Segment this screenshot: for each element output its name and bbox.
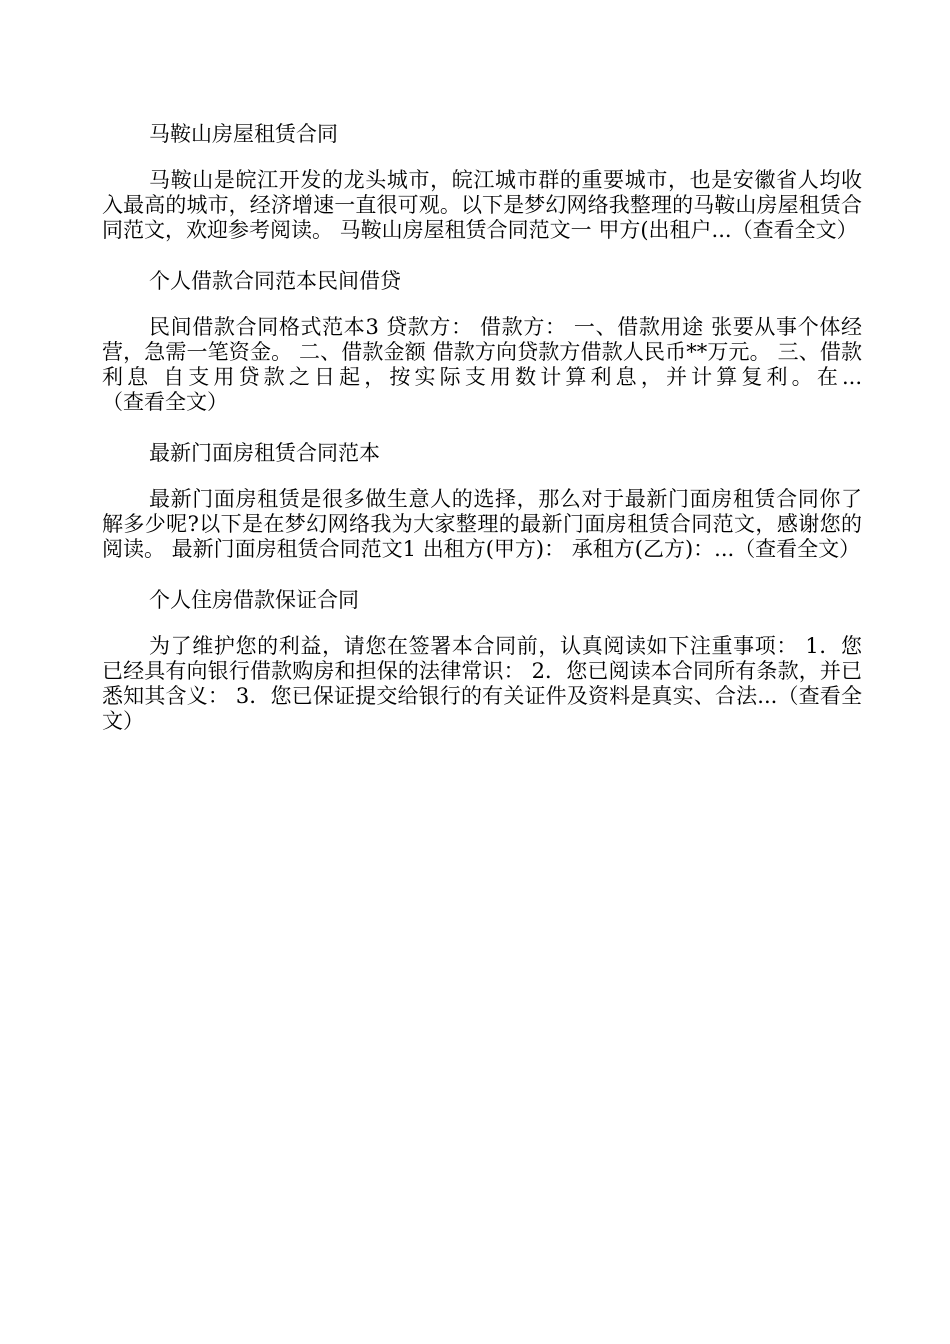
entry-summary — [102, 168, 862, 243]
entry-summary — [102, 315, 862, 415]
list-item — [102, 437, 862, 562]
entry-summary-text: 为了维护您的利益，请您在签署本合同前，认真阅读如下注重事项： 1．您已经具有向银行借款购房和担保的法律常识： 2．您已阅读本合同所有条款，并已悉知其含义： 3．您已保证提交给银行的有关证件及资料是真实、合法... — [102, 634, 862, 708]
entry-title: 最新门面房租赁合同范本 — [149, 441, 380, 465]
entry-title: 马鞍山房屋租赁合同 — [149, 122, 338, 146]
entry-summary-text: 民间借款合同格式范本3 贷款方： 借款方： 一、借款用途 张要从事个体经营，急需一笔资金。 二、借款金额 借款方向贷款方借款人民币**万元。 三、借款利息 自支用贷款之日起，按实际支用数计算利息，并计算复利。在... — [102, 315, 862, 389]
entry-title: 个人借款合同范本民间借贷 — [149, 269, 401, 293]
entry-summary — [102, 487, 862, 562]
entry-summary-text: 马鞍山是皖江开发的龙头城市，皖江城市群的重要城市，也是安徽省人均收入最高的城市，经济增速一直很可观。以下是梦幻网络我整理的马鞍山房屋租赁合同范文，欢迎参考阅读。 马鞍山房屋租赁合同范文一 甲方(出租户... — [102, 168, 862, 242]
list-item — [102, 584, 862, 734]
entry-summary — [102, 634, 862, 734]
entry-title: 个人住房借款保证合同 — [149, 588, 359, 612]
entry-list — [102, 118, 862, 756]
entry-summary-text: 最新门面房租赁是很多做生意人的选择，那么对于最新门面房租赁合同你了解多少呢?以下是在梦幻网络我为大家整理的最新门面房租赁合同范文，感谢您的阅读。 最新门面房租赁合同范文1 出租方(甲方)： 承租方(乙方)：... — [102, 487, 862, 561]
view-full-text-link[interactable]: （查看全文） — [102, 684, 863, 733]
list-item — [102, 118, 862, 243]
view-full-text-link[interactable]: （查看全文） — [734, 537, 861, 561]
view-full-text-link[interactable]: （查看全文） — [102, 390, 228, 414]
list-item — [102, 265, 862, 415]
view-full-text-link[interactable]: （查看全文） — [731, 218, 858, 242]
